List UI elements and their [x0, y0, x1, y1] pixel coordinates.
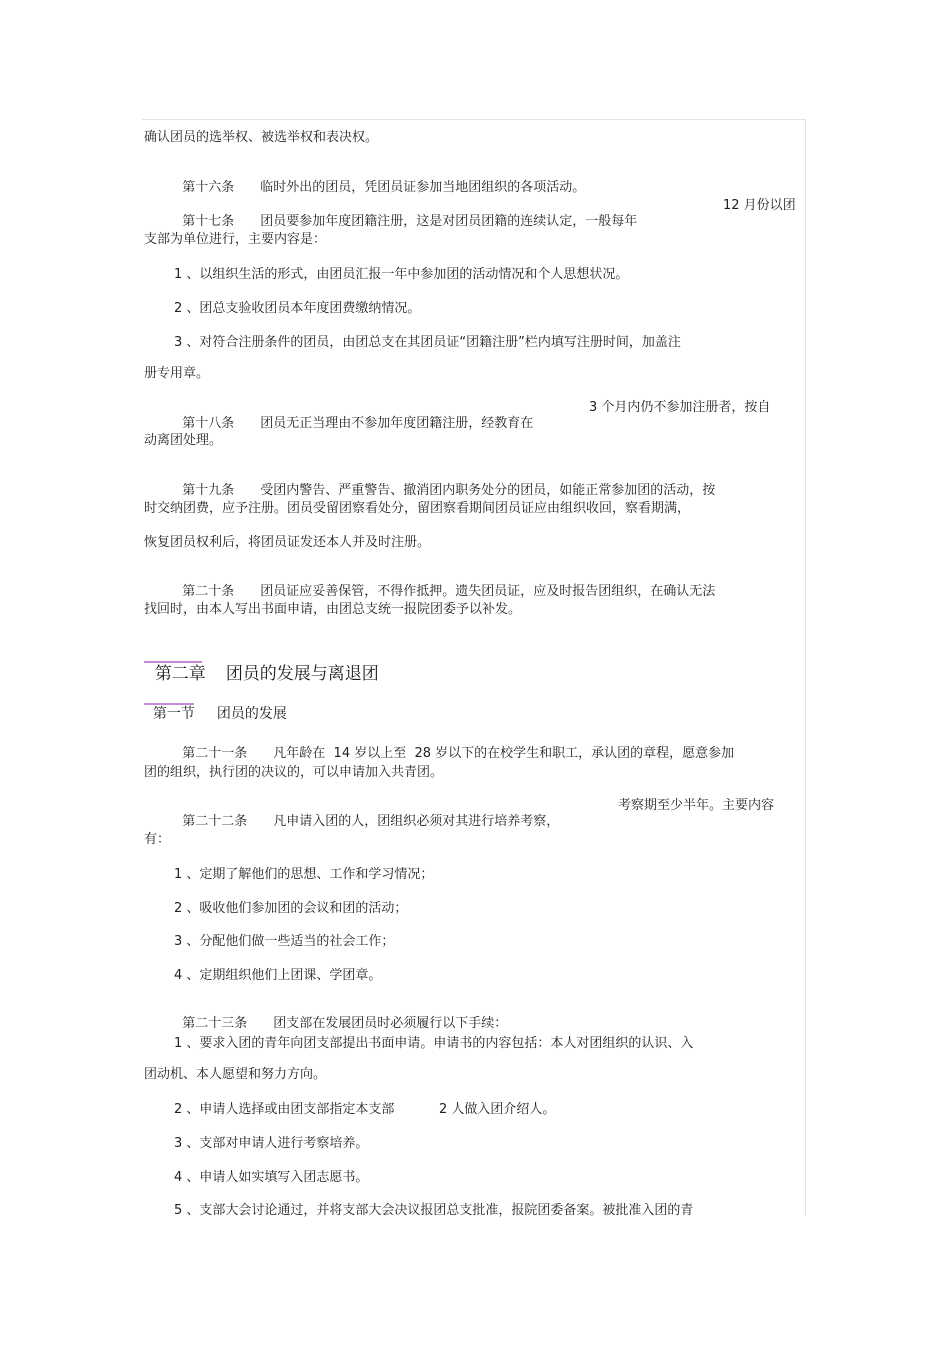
article-number: 第二十条	[182, 584, 235, 599]
paragraph-line: 团的组织，执行团的决议的，可以申请加入共青团。	[144, 765, 444, 780]
article-23	[174, 1000, 507, 1032]
article-16	[174, 164, 585, 196]
list-item: 4 、申请人如实填写入团志愿书。	[174, 1170, 369, 1185]
section-number: 第一节	[152, 706, 195, 722]
article-number: 第十八条	[182, 416, 235, 431]
article-text: 团支部在发展团员时必须履行以下手续：	[273, 1016, 508, 1031]
article-text-tail: 3 个月内仍不参加注册者，按自	[589, 400, 771, 415]
paragraph-line: 确认团员的选举权、被选举权和表决权。	[144, 130, 379, 145]
article-text: 团员要参加年度团籍注册，这是对团员团籍的连续认定，一般每年	[260, 214, 638, 229]
list-item: 2 、团总支验收团员本年度团费缴纳情况。	[174, 301, 421, 316]
list-item: 5 、支部大会讨论通过，并将支部大会决议报团总支批准，报院团委备案。被批准入团的青	[174, 1203, 694, 1218]
article-number: 第十六条	[182, 180, 235, 195]
paragraph-line: 有：	[144, 832, 171, 847]
article-number: 第十七条	[182, 214, 235, 229]
article-text: 团员无正当理由不参加年度团籍注册，经教育在	[260, 416, 534, 431]
chapter-heading	[144, 641, 379, 685]
list-item: 2 、申请人选择或由团支部指定本支部	[174, 1102, 395, 1117]
article-22	[174, 798, 559, 830]
article-19	[174, 467, 715, 499]
article-text: 受团内警告、严重警告、撤消团内职务处分的团员，如能正常参加团的活动，按	[260, 483, 716, 498]
list-item: 1 、要求入团的青年向团支部提出书面申请。申请书的内容包括：本人对团组织的认识、入	[174, 1036, 694, 1051]
chapter-number: 第二章	[154, 664, 206, 684]
list-item: 3 、分配他们做一些适当的社会工作；	[174, 934, 395, 949]
list-item-tail: 2 人做入团介绍人。	[439, 1102, 556, 1117]
list-item: 1 、以组织生活的形式，由团员汇报一年中参加团的活动情况和个人思想状况。	[174, 267, 629, 282]
article-number: 第二十三条	[182, 1016, 248, 1031]
article-text: 凡申请入团的人，团组织必须对其进行培养考察，	[273, 814, 560, 829]
chapter-title: 团员的发展与离退团	[225, 664, 379, 684]
article-text-tail: 考察期至少半年。主要内容	[618, 798, 775, 813]
paragraph-line: 支部为单位进行，主要内容是：	[144, 232, 327, 247]
list-item: 3 、支部对申请人进行考察培养。	[174, 1136, 369, 1151]
article-text-tail: 12 月份以团	[723, 198, 796, 213]
paragraph-line: 团动机、本人愿望和努力方向。	[144, 1067, 327, 1082]
article-20	[174, 568, 715, 600]
list-item: 1 、定期了解他们的思想、工作和学习情况；	[174, 867, 434, 882]
paragraph-line: 册专用章。	[144, 366, 210, 381]
paragraph-line: 恢复团员权利后，将团员证发还本人并及时注册。	[144, 535, 431, 550]
chapter-underline	[144, 661, 202, 663]
list-item: 2 、吸收他们参加团的会议和团的活动；	[174, 901, 408, 916]
paragraph-line: 动离团处理。	[144, 433, 223, 448]
section-heading	[144, 687, 287, 723]
article-18	[174, 400, 533, 432]
article-number: 第二十二条	[182, 814, 248, 829]
article-text: 凡年龄在 14 岁以上至 28 岁以下的在校学生和职工，承认团的章程，愿意参加	[273, 746, 735, 761]
article-17	[174, 198, 637, 230]
article-number: 第二十一条	[182, 746, 248, 761]
paragraph-line: 时交纳团费，应予注册。团员受留团察看处分，留团察看期间团员证应由组织收回，察看期满，	[144, 501, 691, 516]
article-text: 临时外出的团员，凭团员证参加当地团组织的各项活动。	[260, 180, 586, 195]
section-underline	[144, 703, 194, 705]
article-text: 团员证应妥善保管，不得作抵押。遗失团员证，应及时报告团组织，在确认无法	[260, 584, 716, 599]
article-21	[174, 730, 734, 762]
paragraph-line: 找回时，由本人写出书面申请，由团总支统一报院团委予以补发。	[144, 602, 522, 617]
section-title: 团员的发展	[216, 706, 287, 722]
list-item: 4 、定期组织他们上团课、学团章。	[174, 968, 382, 983]
article-number: 第十九条	[182, 483, 235, 498]
list-item: 3 、对符合注册条件的团员，由团总支在其团员证“团籍注册”栏内填写注册时间，加盖注	[174, 335, 681, 350]
